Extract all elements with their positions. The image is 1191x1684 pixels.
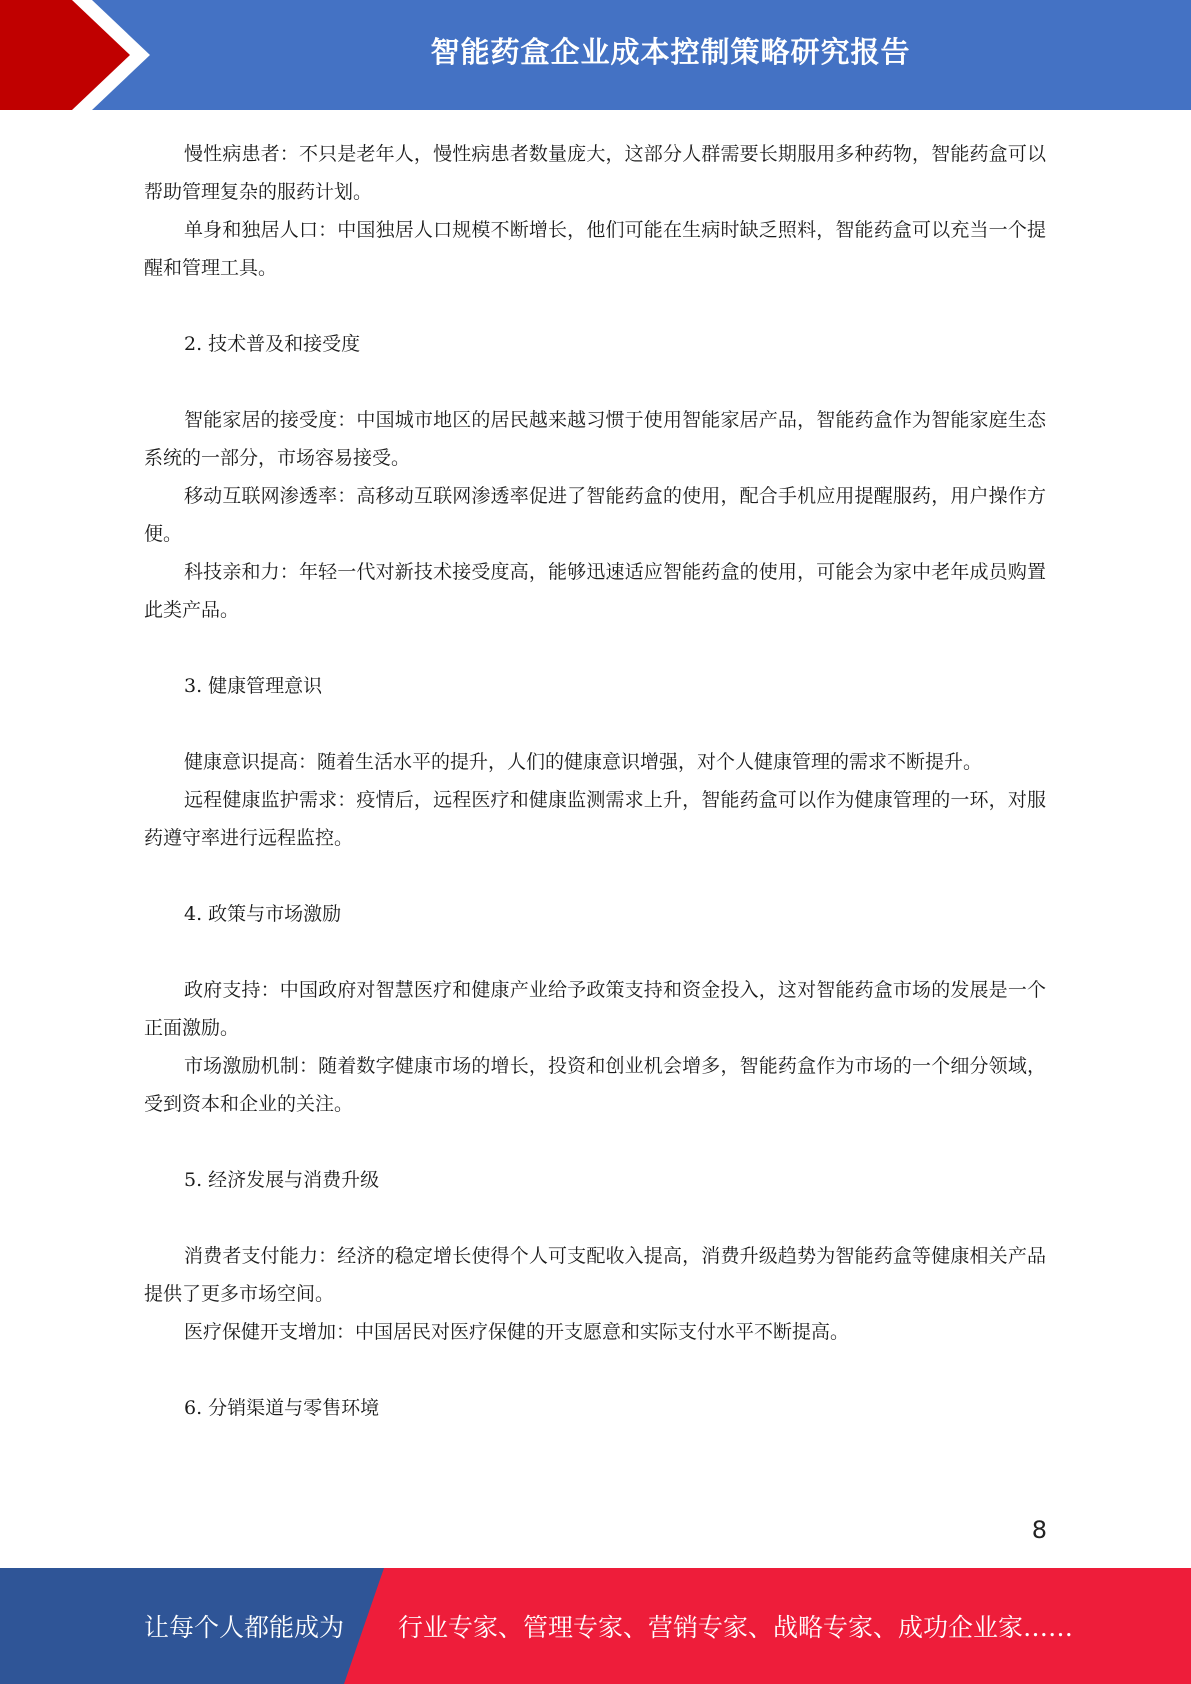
- footer-slogan-right: 行业专家、管理专家、营销专家、战略专家、成功企业家……: [398, 1613, 1074, 1642]
- page-number: 8: [1031, 1516, 1047, 1544]
- body-paragraph: 单身和独居人口：中国独居人口规模不断增长，他们可能在生病时缺乏照料，智能药盒可以充当一个提醒和管理工具。: [144, 219, 1046, 279]
- body-paragraph: 慢性病患者：不只是老年人，慢性病患者数量庞大，这部分人群需要长期服用多种药物，智能药盒可以帮助管理复杂的服药计划。: [144, 143, 1046, 203]
- body-paragraph: 科技亲和力：年轻一代对新技术接受度高，能够迅速适应智能药盒的使用，可能会为家中老年成员购置此类产品。: [144, 561, 1046, 621]
- body-paragraph: 市场激励机制：随着数字健康市场的增长，投资和创业机会增多，智能药盒作为市场的一个细分领域，受到资本和企业的关注。: [144, 1055, 1046, 1115]
- body-paragraph: 智能家居的接受度：中国城市地区的居民越来越习惯于使用智能家居产品，智能药盒作为智能家庭生态系统的一部分，市场容易接受。: [144, 409, 1046, 469]
- footer-slogan-left: 让每个人都能成为: [144, 1613, 345, 1642]
- header-title: 智能药盒企业成本控制策略研究报告: [430, 34, 911, 69]
- section-heading: 6. 分销渠道与零售环境: [184, 1397, 380, 1419]
- body-paragraph: 政府支持：中国政府对智慧医疗和健康产业给予政策支持和资金投入，这对智能药盒市场的发展是一个正面激励。: [144, 979, 1046, 1039]
- section-heading: 5. 经济发展与消费升级: [184, 1169, 380, 1191]
- body-paragraph: 健康意识提高：随着生活水平的提升，人们的健康意识增强，对个人健康管理的需求不断提升。: [184, 751, 983, 773]
- section-heading: 3. 健康管理意识: [184, 675, 323, 697]
- report-body: [144, 135, 1046, 1465]
- body-paragraph: 医疗保健开支增加：中国居民对医疗保健的开支愿意和实际支付水平不断提高。: [184, 1321, 850, 1343]
- body-paragraph: 移动互联网渗透率：高移动互联网渗透率促进了智能药盒的使用，配合手机应用提醒服药，用户操作方便。: [144, 485, 1046, 545]
- page-footer: [0, 1568, 1191, 1684]
- section-heading: 2. 技术普及和接受度: [184, 333, 361, 355]
- section-heading: 4. 政策与市场激励: [184, 903, 342, 925]
- body-paragraph: 消费者支付能力：经济的稳定增长使得个人可支配收入提高，消费升级趋势为智能药盒等健康相关产品提供了更多市场空间。: [144, 1245, 1046, 1305]
- body-paragraph: 远程健康监护需求：疫情后，远程医疗和健康监测需求上升，智能药盒可以作为健康管理的一环，对服药遵守率进行远程监控。: [144, 789, 1046, 849]
- page-header: [0, 0, 1191, 110]
